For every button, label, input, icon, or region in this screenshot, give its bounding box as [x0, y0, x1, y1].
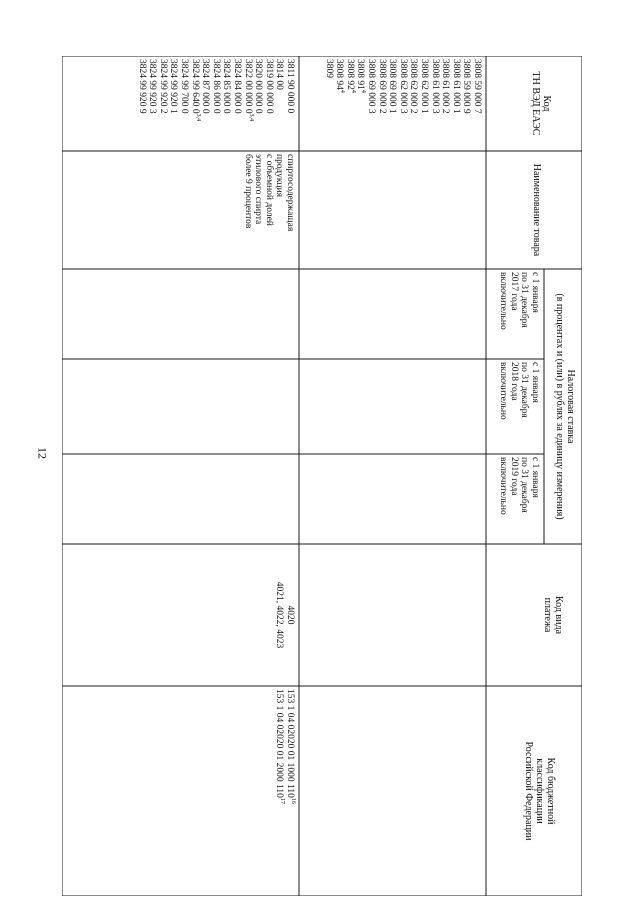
group2-product-name	[242, 154, 295, 268]
payment-kind-value: 4020	[285, 605, 295, 625]
budget-code-value	[274, 689, 285, 894]
header-rate-line: по 31 декабря	[519, 457, 530, 513]
header-rate-line: включительно	[498, 362, 509, 420]
product-name-line: более 9 процентов	[242, 154, 253, 229]
header-payment-kind	[542, 544, 564, 686]
group1-code-list	[323, 59, 482, 149]
header-rate-line: с 1 января	[530, 272, 540, 313]
code-row	[376, 59, 387, 149]
header-payment-line: Код вида	[553, 595, 564, 635]
header-rate-group	[554, 269, 576, 544]
budget-code-footnote: 16	[290, 797, 297, 804]
code-text: 3808 91	[355, 59, 366, 90]
payment-kind-value: 4021, 4022, 4023	[274, 581, 285, 649]
code-footnote: 4	[339, 89, 346, 93]
header-code	[530, 56, 552, 151]
group2-budget-codes	[274, 689, 295, 894]
code-footnote: 3,4	[247, 113, 254, 122]
code-row	[136, 59, 147, 149]
code-text: 3808 69 000 1	[387, 59, 398, 114]
code-row	[418, 59, 429, 149]
code-row	[231, 59, 242, 149]
code-row	[397, 59, 408, 149]
header-name: Наименование товара	[531, 163, 542, 257]
code-row	[147, 59, 158, 149]
code-text: 3808 62 000 1	[419, 59, 430, 114]
code-text: 3808 61 000 1	[450, 59, 461, 114]
budget-code-value	[284, 689, 295, 894]
header-rate-line: по 31 декабря	[519, 272, 530, 328]
header-rate-line: включительно	[498, 272, 509, 330]
code-row	[178, 59, 189, 149]
group2-payment-kinds	[274, 544, 295, 686]
code-text: 3824 99 920 2	[157, 59, 168, 114]
code-row	[157, 59, 168, 149]
code-text: 3808 62 000 2	[408, 59, 419, 114]
code-row	[387, 59, 398, 149]
header-payment-line: платежа	[542, 597, 553, 633]
code-row	[471, 59, 482, 149]
code-text: 3808 69 000 3	[366, 59, 377, 114]
code-text: 3814 00	[274, 59, 285, 90]
code-row	[168, 59, 179, 149]
header-rate-2018	[498, 362, 540, 452]
code-text: 3824 99 640 0	[189, 59, 200, 114]
header-rate-line: с 1 января	[530, 457, 540, 498]
code-text: 3809	[323, 59, 334, 78]
code-row	[450, 59, 461, 149]
code-text: 3824 99 920 9	[136, 59, 147, 114]
header-rate-line: по 31 декабря	[519, 362, 530, 418]
code-text: 3808 61 000 3	[429, 59, 440, 114]
header-budget-code	[523, 686, 556, 896]
group2-code-list	[136, 59, 295, 149]
code-text: 3808 94	[334, 59, 345, 90]
code-text: 3824 99 920 3	[147, 59, 158, 114]
code-text: 3819 00 000 0	[263, 59, 274, 114]
code-text: 3824 99 700 0	[179, 59, 190, 114]
code-text: 3822 00 000 0	[242, 59, 253, 114]
code-row	[200, 59, 211, 149]
header-rate-line: с 1 января	[530, 362, 540, 403]
code-row	[429, 59, 440, 149]
product-name-line: с объемной долей этилового спирта	[253, 154, 274, 226]
code-text: 3808 62 000 3	[397, 59, 408, 114]
product-name-line: спиртосодержащая продукция	[274, 154, 295, 232]
code-text: 3824 87 000 0	[200, 59, 211, 114]
code-text: 3808 61 000 2	[440, 59, 451, 114]
code-footnote: 3,4	[194, 113, 201, 122]
code-row	[461, 59, 472, 149]
code-footnote: 4	[350, 89, 357, 93]
code-row	[221, 59, 232, 149]
code-text: 3808 59 000 7	[472, 59, 482, 114]
code-footnote: 4	[360, 89, 367, 93]
code-row	[263, 59, 274, 149]
header-rate-2017	[498, 272, 540, 357]
rotated-table	[62, 56, 582, 896]
code-row	[440, 59, 451, 149]
code-row	[253, 59, 264, 149]
page-number: 12	[35, 447, 50, 459]
code-row	[284, 59, 295, 149]
budget-code-footnote: 17	[279, 797, 286, 804]
code-row	[408, 59, 419, 149]
code-text: 3808 92	[344, 59, 355, 90]
code-row	[210, 59, 221, 149]
code-row	[334, 59, 345, 149]
code-text: 3824 99 920 1	[168, 59, 179, 114]
header-code-line: ТН ВЭД ЕАЭС	[530, 71, 541, 136]
code-text: 3824 85 000 0	[221, 59, 232, 114]
code-text: 3824 86 000 0	[210, 59, 221, 114]
header-rate-line: 2017 года	[508, 272, 519, 311]
budget-code-text: 153 1 04 02020 01 1000 110	[285, 689, 295, 798]
code-text: 3820 00 000 0	[253, 59, 264, 114]
code-row	[242, 59, 253, 149]
header-rate-2019	[498, 457, 540, 542]
code-row	[323, 59, 334, 149]
header-rate-line: Налоговая ставка	[565, 369, 576, 444]
header-code-line: Код	[541, 95, 552, 112]
code-text: 3811 90 000 0	[285, 59, 295, 114]
header-rate-line: (в процентах и (или) в рублях за единицу измерения)	[554, 293, 565, 520]
code-text: 3824 84 000 0	[232, 59, 243, 114]
header-rate-line: включительно	[498, 457, 509, 515]
header-rate-line: 2018 года	[508, 362, 519, 401]
code-text: 3808 59 000 9	[461, 59, 472, 114]
code-row	[274, 59, 285, 149]
header-budget-line: Код бюджетной	[545, 757, 556, 825]
budget-code-text: 153 1 04 02020 01 2000 110	[274, 689, 285, 798]
code-row	[189, 59, 200, 149]
header-budget-line: Российской Федерации	[523, 741, 534, 841]
code-text: 3808 69 000 2	[376, 59, 387, 114]
code-row	[344, 59, 355, 149]
code-row	[355, 59, 366, 149]
code-row	[365, 59, 376, 149]
header-budget-line: классификации	[534, 758, 545, 824]
header-rate-line: 2019 года	[508, 457, 519, 496]
